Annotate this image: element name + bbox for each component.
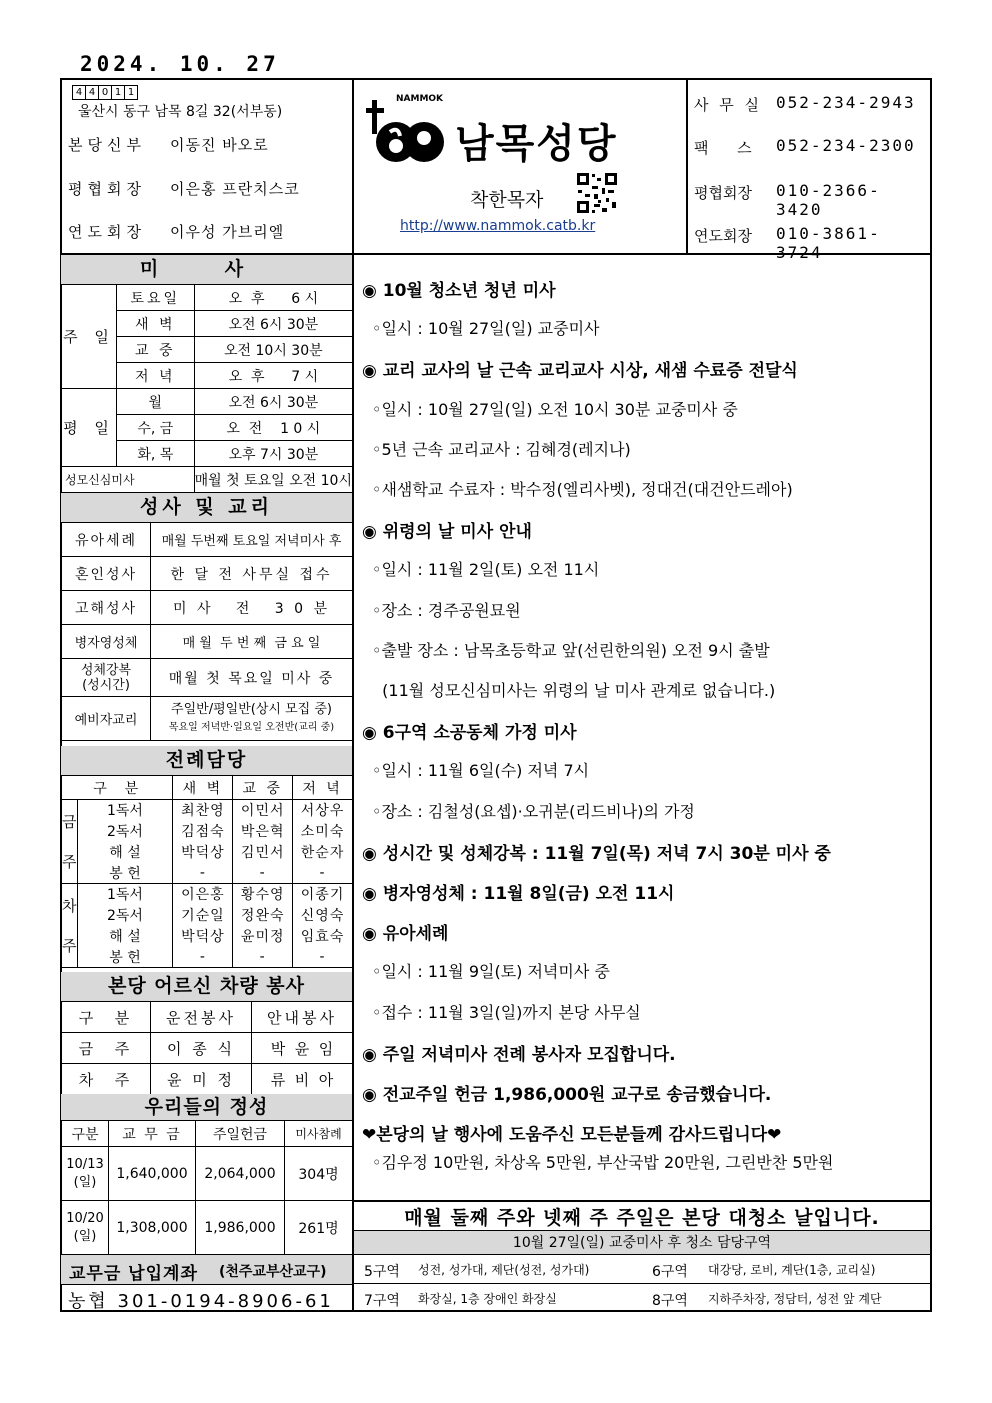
notice-heading: ◉ 주일 저녁미사 전례 봉사자 모집합니다. (362, 1044, 676, 1065)
notice-heading: ◉ 성시간 및 성체강복 : 11월 7일(목) 저녁 7시 30분 미사 중 (362, 843, 831, 864)
sacrament-label: 유아세례 (62, 523, 151, 557)
offering-tithe: 1,308,000 (109, 1201, 196, 1255)
sacrament-value: 매 월 두 번 째 금 요 일 (151, 625, 353, 659)
liturgy-server: - (173, 947, 233, 968)
liturgy-server: 박은혁 (233, 821, 293, 842)
offering-attendance: 261명 (285, 1201, 353, 1255)
header-divider-right (686, 78, 688, 254)
sacrament-label: 혼인성사 (62, 557, 151, 591)
notice-detail: ◦일시 : 11월 2일(토) 오전 11시 (372, 560, 600, 580)
cleaning-zone: 7구역 (364, 1293, 400, 1309)
youth-name: 이우성 가브리엘 (170, 223, 285, 241)
notice-detail: ◦일시 : 10월 27일(일) 오전 10시 30분 교중미사 중 (372, 399, 738, 419)
liturgy-server: 김점숙 (173, 821, 233, 842)
vehicle-guide: 박 윤 임 (252, 1033, 353, 1064)
mass-time: 오 전 1 0 시 (194, 415, 352, 441)
sacrament-value (151, 697, 353, 741)
mass-time: 오전 6시 30분 (194, 389, 352, 415)
notice-detail: ◦일시 : 11월 9일(토) 저녁미사 중 (372, 962, 610, 982)
vehicle-table (61, 1001, 353, 1095)
liturgy-role: 1독서 (77, 800, 173, 821)
sacrament-label: 예비자교리 (62, 697, 151, 741)
church-address: 울산시 동구 남목 8길 32(서부동) (78, 104, 283, 120)
liturgy-server: 황수영 (233, 884, 293, 905)
youth-label: 연도회장 (68, 223, 146, 241)
motto: 착한목자 (470, 189, 544, 211)
mass-day: 교 중 (116, 337, 194, 363)
account-header (61, 1254, 352, 1285)
contact-value: 010-3861-3724 (776, 224, 881, 262)
liturgy-server: 최찬영 (173, 800, 233, 821)
mass-day: 월 (116, 389, 194, 415)
sacrament-label (62, 659, 151, 697)
sacrament-value-line: 주일반/평일반(상시 모집 중) (171, 701, 332, 717)
sacrament-label: 병자영성체 (62, 625, 151, 659)
cleaning-zone: 6구역 (652, 1264, 688, 1280)
vehicle-header: 안내봉사 (252, 1002, 353, 1033)
liturgy-server: 소미숙 (293, 821, 353, 842)
offering-sunday: 1,986,000 (196, 1201, 285, 1255)
mass-time: 오 후 7 시 (194, 363, 352, 389)
logo-small-text: NAMMOK (396, 94, 444, 104)
mass-time: 오후 7시 30분 (194, 441, 352, 467)
cleaning-place: 지하주차장, 정담터, 성전 앞 계단 (708, 1292, 882, 1306)
sacraments-table (61, 522, 353, 741)
cleaning-subtitle: 10월 27일(일) 교중미사 후 청소 담당구역 (354, 1230, 930, 1255)
sacraments-title: 성사 및 교리 (61, 493, 352, 522)
contact-label: 팩 스 (694, 139, 752, 157)
church-logo-icon (366, 96, 466, 168)
offering-date-line: 10/20 (66, 1210, 104, 1226)
notice-heading: ◉ 전교주일 헌금 1,986,000원 교구로 송금했습니다. (362, 1085, 772, 1105)
liturgy-title: 전례담당 (61, 746, 352, 775)
liturgy-server: 이종기 (293, 884, 353, 905)
contact-value: 052-234-2300 (776, 136, 916, 155)
liturgy-header: 교 중 (233, 776, 293, 800)
sacrament-label-line: 성체강복 (80, 662, 132, 678)
liturgy-server: 임효숙 (293, 926, 353, 947)
liturgy-server: 이민서 (233, 800, 293, 821)
offering-header: 주일헌금 (196, 1121, 285, 1147)
liturgy-server: 한순자 (293, 842, 353, 863)
notice-detail: ◦장소 : 경주공원묘원 (372, 600, 521, 620)
liturgy-header: 새 벽 (173, 776, 233, 800)
offering-date-line: (일) (73, 1174, 97, 1190)
vehicle-title: 본당 어르신 차량 봉사 (61, 972, 352, 1001)
liturgy-role: 봉 헌 (77, 863, 173, 884)
website-link[interactable]: http://www.nammok.catb.kr (400, 218, 596, 234)
account-note: (천주교부산교구) (219, 1264, 327, 1280)
liturgy-server: 박덕상 (173, 926, 233, 947)
cleaning-place: 성전, 성가대, 제단(성전, 성가대) (418, 1263, 590, 1277)
notice-heading: ◉ 유아세례 (362, 924, 449, 945)
offering-date (62, 1147, 109, 1201)
offering-date-line: 10/13 (66, 1156, 104, 1172)
liturgy-role: 해 설 (77, 842, 173, 863)
vehicle-label: 차 주 (62, 1064, 151, 1095)
liturgy-server: 김민서 (233, 842, 293, 863)
council-label: 평협회장 (68, 180, 146, 198)
sacrament-value: 매월 첫 목요일 미사 중 (151, 659, 353, 697)
sacrament-value: 미 사 전 3 0 분 (151, 591, 353, 625)
liturgy-server: 신영숙 (293, 905, 353, 926)
mass-table (61, 284, 353, 493)
cleaning-row-line (352, 1283, 932, 1284)
offering-attendance: 304명 (285, 1147, 353, 1201)
zip-digit: 1 (124, 85, 138, 100)
liturgy-server: - (173, 863, 233, 884)
liturgy-server: 박덕상 (173, 842, 233, 863)
cleaning-place: 화장실, 1층 장애인 화장실 (418, 1292, 557, 1306)
liturgy-role: 1독서 (77, 884, 173, 905)
liturgy-week-label: 금주 (62, 800, 78, 884)
vehicle-guide: 류 비 아 (252, 1064, 353, 1095)
sacrament-label-line: (성시간) (82, 677, 130, 693)
mass-time: 오 후 6 시 (194, 285, 352, 311)
offering-tithe: 1,640,000 (109, 1147, 196, 1201)
vehicle-driver: 이 종 식 (151, 1033, 252, 1064)
notice-detail: (11월 성모신심미사는 위령의 날 미사 관계로 없습니다.) (372, 681, 776, 700)
sacrament-label: 고해성사 (62, 591, 151, 625)
cleaning-place: 대강당, 로비, 계단(1층, 교리실) (708, 1263, 876, 1277)
mass-day: 새 벽 (116, 311, 194, 337)
vehicle-label: 금 주 (62, 1033, 151, 1064)
heart-mass-label: 성모신심미사 (62, 467, 195, 493)
offering-sunday: 2,064,000 (196, 1147, 285, 1201)
liturgy-role: 해 설 (77, 926, 173, 947)
sacrament-value-line: 목요일 저녁반·일요일 오전반(교리 중) (168, 721, 335, 733)
notice-heading: ◉ 병자영성체 : 11월 8일(금) 오전 11시 (362, 884, 675, 904)
offering-date-line: (일) (73, 1228, 97, 1244)
liturgy-header: 구 분 (62, 776, 173, 800)
notice-detail: ◦새샘학교 수료자 : 박수정(엘리사벳), 정대건(대건안드레아) (372, 480, 793, 499)
contact-value: 010-2366-3420 (776, 181, 881, 219)
mass-day: 토요일 (116, 285, 194, 311)
logo-church-name: 남목성당 (455, 121, 618, 167)
notice-heading: ❤본당의 날 행사에 도움주신 모든분들께 감사드립니다❤ (362, 1125, 782, 1146)
mass-sunday-label: 주 일 (62, 285, 117, 389)
qr-code-icon (576, 172, 618, 214)
council-name: 이은홍 프란치스코 (170, 180, 300, 198)
notice-detail: ◦일시 : 11월 6일(수) 저녁 7시 (372, 761, 590, 781)
cleaning-top-line (352, 1200, 932, 1202)
vehicle-header: 운전봉사 (151, 1002, 252, 1033)
liturgy-table (61, 775, 353, 968)
liturgy-server: 기순일 (173, 905, 233, 926)
offering-table (61, 1120, 353, 1255)
notice-detail: ◦장소 : 김철성(요셉)·오귀분(리드비나)의 가정 (372, 801, 695, 821)
liturgy-server: - (293, 947, 353, 968)
vehicle-driver: 윤 미 정 (151, 1064, 252, 1095)
notice-detail: ◦접수 : 11월 3일(일)까지 본당 사무실 (372, 1002, 641, 1022)
mass-day: 수, 금 (116, 415, 194, 441)
pastor-name: 이동진 바오로 (170, 136, 269, 154)
cleaning-zone: 5구역 (364, 1264, 400, 1280)
bulletin-date: 2024. 10. 27 (80, 52, 280, 76)
mass-title: 미 사 (61, 255, 352, 284)
notice-detail: ◦5년 근속 교리교사 : 김혜경(레지나) (372, 439, 631, 459)
cleaning-zone: 8구역 (652, 1293, 688, 1309)
account-title: 교무금 납입계좌 (69, 1264, 198, 1284)
liturgy-server: 정완숙 (233, 905, 293, 926)
notice-heading: ◉ 위령의 날 미사 안내 (362, 522, 532, 543)
mass-time: 오전 6시 30분 (194, 311, 352, 337)
zip-digit: 1 (111, 85, 125, 100)
offering-header: 미사참례 (285, 1121, 353, 1147)
vehicle-header: 구 분 (62, 1002, 151, 1033)
offering-date (62, 1201, 109, 1255)
liturgy-server: 이은홍 (173, 884, 233, 905)
mass-day: 화, 목 (116, 441, 194, 467)
cleaning-title: 매월 둘째 주와 넷째 주 주일은 본당 대청소 날입니다. (404, 1207, 880, 1229)
zip-digit: 4 (72, 85, 86, 100)
account-number: 농협 301-0194-8906-61 (68, 1291, 334, 1312)
liturgy-header: 저 녁 (293, 776, 353, 800)
mass-time: 오전 10시 30분 (194, 337, 352, 363)
zip-code (72, 80, 137, 100)
zip-digit: 4 (85, 85, 99, 100)
sacrament-value: 한 달 전 사무실 접수 (151, 557, 353, 591)
liturgy-role: 봉 헌 (77, 947, 173, 968)
zip-digit: 0 (98, 85, 112, 100)
contact-label: 사 무 실 (694, 96, 763, 114)
contact-label: 연도회장 (694, 227, 752, 245)
notice-detail: ◦김우정 10만원, 차상옥 5만원, 부산국밥 20만원, 그린반찬 5만원 (372, 1153, 834, 1173)
liturgy-server: 윤미정 (233, 926, 293, 947)
pastor-label: 본당신부 (68, 136, 146, 154)
liturgy-role: 2독서 (77, 905, 173, 926)
notice-heading: ◉ 6구역 소공동체 가정 미사 (362, 723, 577, 744)
liturgy-role: 2독서 (77, 821, 173, 842)
liturgy-server: - (233, 947, 293, 968)
offering-header: 구분 (62, 1121, 109, 1147)
offering-title: 우리들의 정성 (61, 1094, 352, 1120)
mass-weekday-label: 평 일 (62, 389, 117, 467)
cleaning-row-line (352, 1254, 932, 1255)
contact-label: 평협회장 (694, 184, 752, 202)
mass-day: 저 녁 (116, 363, 194, 389)
header-divider-left (352, 78, 354, 254)
notice-detail: ◦출발 장소 : 남목초등학교 앞(선린한의원) 오전 9시 출발 (372, 640, 770, 660)
notice-heading: ◉ 교리 교사의 날 근속 교리교사 시상, 새샘 수료증 전달식 (362, 361, 798, 382)
notice-heading: ◉ 10월 청소년 청년 미사 (362, 281, 556, 301)
liturgy-server: - (293, 863, 353, 884)
liturgy-week-label: 차주 (62, 884, 78, 968)
offering-header: 교 무 금 (109, 1121, 196, 1147)
contact-value: 052-234-2943 (776, 93, 916, 112)
liturgy-server: - (233, 863, 293, 884)
sacrament-value: 매월 두번째 토요일 저녁미사 후 (151, 523, 353, 557)
heart-mass-value: 매월 첫 토요일 오전 10시 (194, 467, 352, 493)
liturgy-server: 서상우 (293, 800, 353, 821)
notice-detail: ◦일시 : 10월 27일(일) 교중미사 (372, 319, 600, 339)
